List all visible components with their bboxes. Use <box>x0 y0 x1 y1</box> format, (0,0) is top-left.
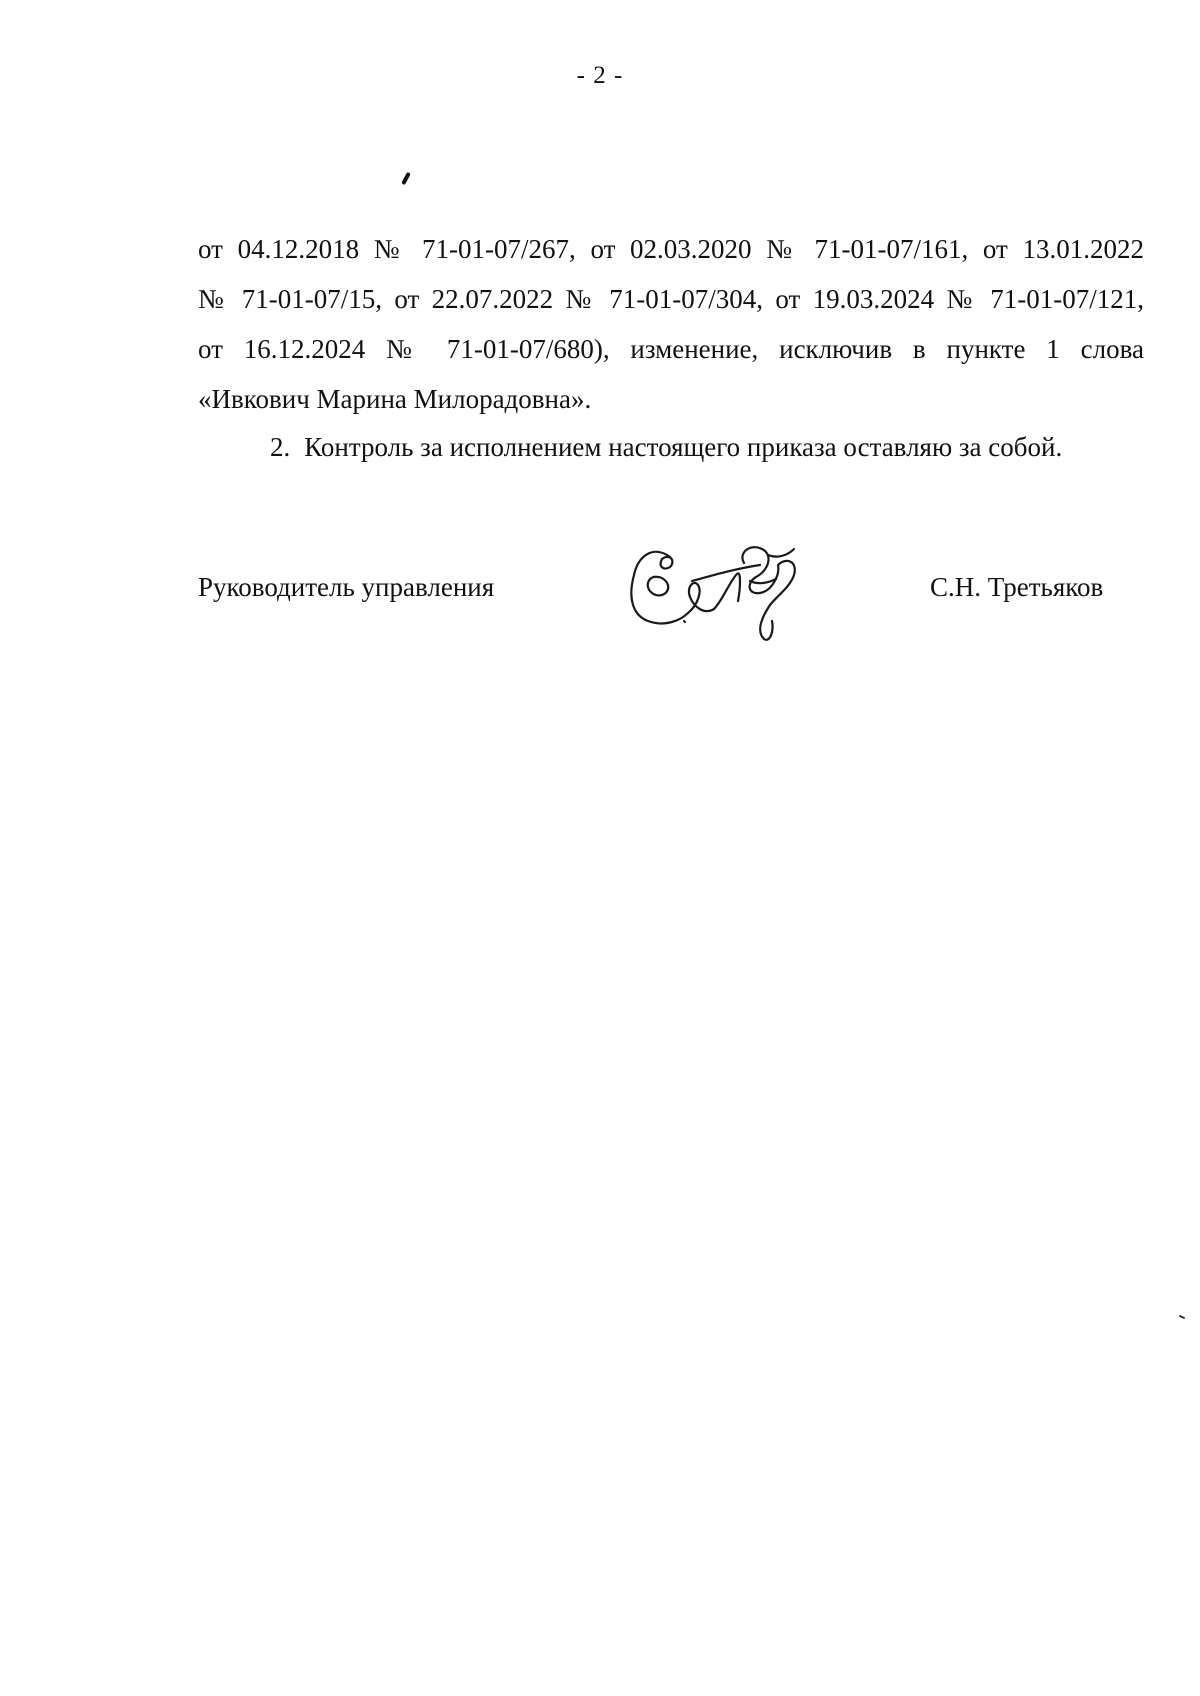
scan-artifact-mark <box>401 172 411 185</box>
list-item-text: Контроль за исполнением настоящего приказа оставляю за собой. <box>304 432 1063 462</box>
paragraph-line: от 16.12.2024 № 71-01-07/680), изменение, исключив в пункте 1 слова <box>198 334 1144 364</box>
paragraph-continuation <box>198 224 1144 424</box>
scan-artifact-mark <box>1179 1315 1185 1319</box>
signer-title: Руководитель управления <box>198 572 495 602</box>
list-item-number: 2. <box>270 432 291 462</box>
page-number: - 2 - <box>576 62 624 89</box>
paragraph-line: «Ивкович Марина Милорадовна». <box>198 384 592 414</box>
handwritten-signature <box>618 535 838 645</box>
signer-name: С.Н. Третьяков <box>930 572 1104 602</box>
list-item-2 <box>270 422 1062 472</box>
paragraph-line: от 04.12.2018 № 71-01-07/267, от 02.03.2020 № 71-01-07/161, от 13.01.2022 <box>198 234 1144 264</box>
paragraph-line: № 71-01-07/15, от 22.07.2022 № 71-01-07/304, от 19.03.2024 № 71-01-07/121, <box>198 284 1144 314</box>
